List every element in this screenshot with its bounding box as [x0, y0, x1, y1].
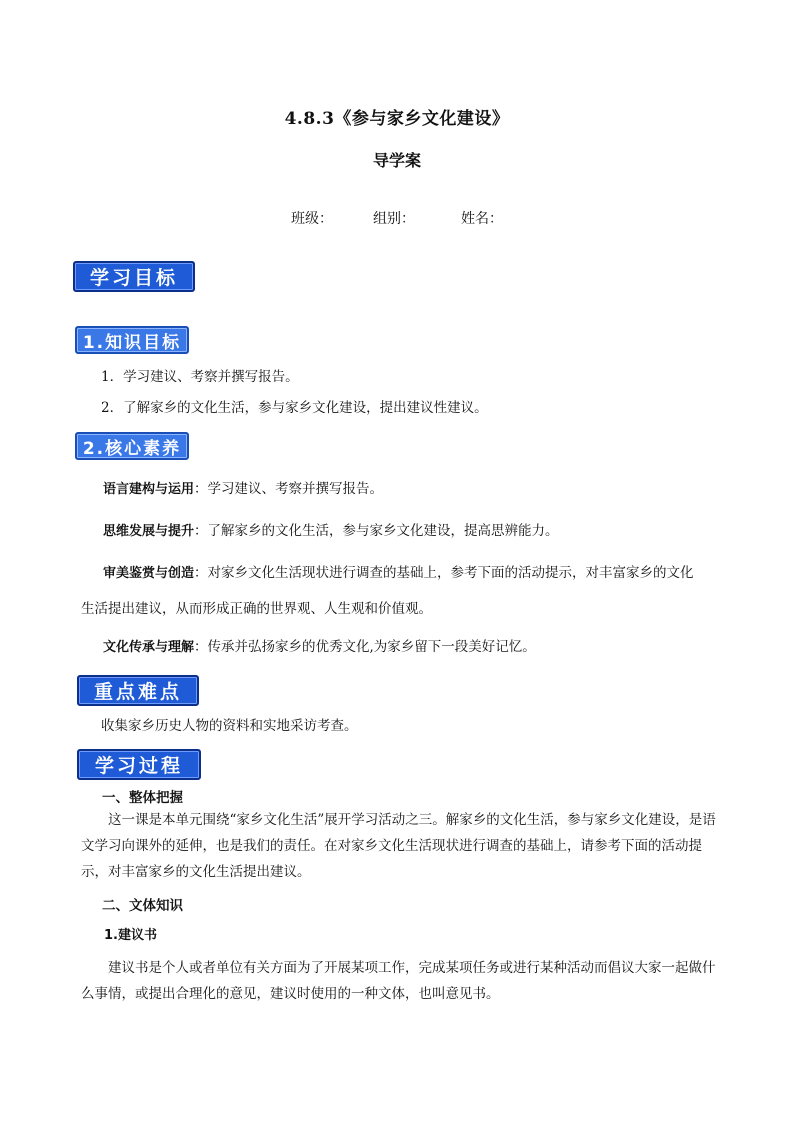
section-banner-objectives: 学习目标 — [73, 261, 195, 292]
class-label: 班级： — [291, 211, 333, 227]
document-subtitle: 导学案 — [372, 151, 421, 170]
literacy-label: 思维发展与提升 — [103, 524, 195, 539]
student-info-row — [0, 208, 794, 228]
document-title: 4.8.3《参与家乡文化建设》 — [284, 109, 510, 129]
literacy-item-1 — [103, 479, 383, 500]
knowledge-item-2: 2．了解家乡的文化生活，参与家乡文化建设，提出建议性建议。 — [101, 400, 488, 416]
sub1-title: 1.建议书 — [104, 928, 157, 943]
literacy-label: 审美鉴赏与创造 — [103, 566, 195, 581]
group-label: 组别： — [373, 211, 415, 227]
section-banner-process: 学习过程 — [77, 749, 201, 780]
literacy-label: 语言建构与运用 — [103, 482, 195, 497]
key-points-text: 收集家乡历史人物的资料和实地采访考查。 — [101, 718, 358, 734]
part2-title: 二、文体知识 — [102, 898, 183, 914]
part1-paragraph: 这一课是本单元围绕“家乡文化生活”展开学习活动之三。解家乡的文化生活，参与家乡文化建设，是语文学习向课外的延伸，也是我们的责任。在对家乡文化生活现状进行调查的基础上，请参考下面的活动提示，对丰富家乡的文化生活提出建议。 — [81, 812, 716, 880]
literacy-item-3-continued: 生活提出建议，从而形成正确的世界观、人生观和价值观。 — [81, 601, 432, 617]
literacy-item-4 — [103, 637, 536, 658]
section-banner-key-points: 重点难点 — [77, 675, 199, 706]
literacy-text: ：了解家乡的文化生活，参与家乡文化建设，提高思辨能力。 — [194, 523, 559, 539]
literacy-text: ：学习建议、考察并撰写报告。 — [194, 481, 384, 497]
section-banner-knowledge-goal: 1.知识目标 — [75, 326, 189, 354]
sub1-paragraph: 建议书是个人或者单位有关方面为了开展某项工作，完成某项任务或进行某种活动而倡议大家一起做什么事情，或提出合理化的意见，建议时使用的一种文体，也叫意见书。 — [81, 960, 716, 1002]
literacy-text: ：对家乡文化生活现状进行调查的基础上，参考下面的活动提示，对丰富家乡的文化 — [194, 565, 694, 581]
part1-title: 一、整体把握 — [102, 790, 183, 806]
literacy-item-2 — [103, 521, 559, 542]
literacy-text: ：传承并弘扬家乡的优秀文化,为家乡留下一段美好记忆。 — [194, 639, 536, 655]
literacy-item-3 — [103, 563, 694, 584]
literacy-label: 文化传承与理解 — [103, 640, 195, 655]
name-label: 姓名： — [461, 211, 503, 227]
section-banner-core-literacy: 2.核心素养 — [75, 432, 189, 460]
knowledge-item-1: 1．学习建议、考察并撰写报告。 — [101, 369, 299, 385]
